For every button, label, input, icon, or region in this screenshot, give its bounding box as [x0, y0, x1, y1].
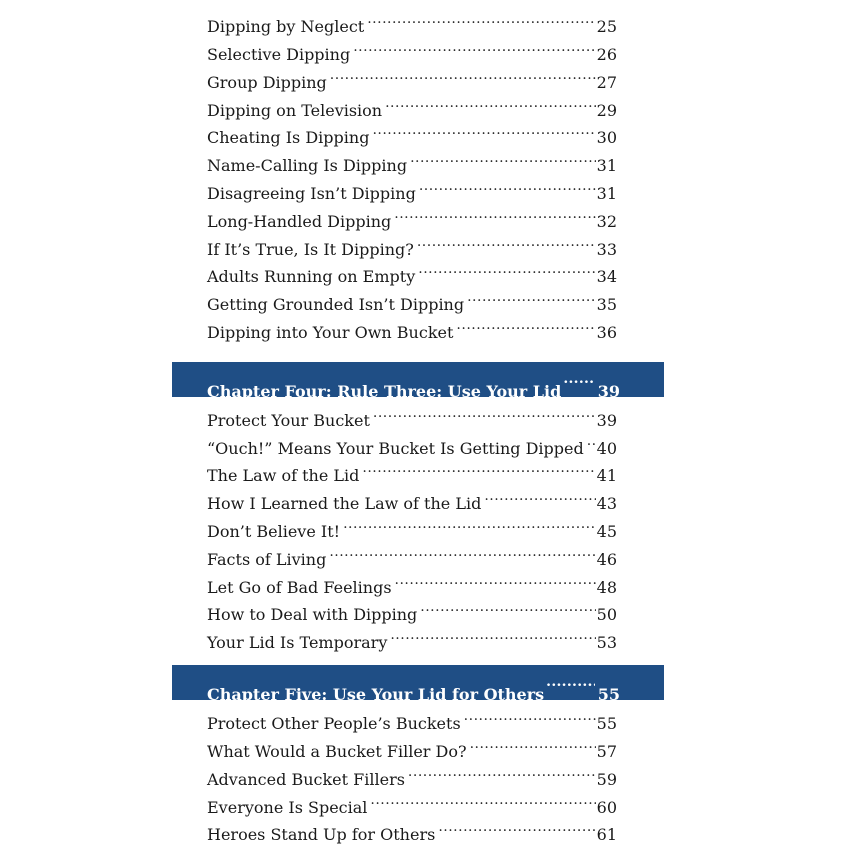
dot-leader [330, 62, 596, 88]
toc-entry[interactable] [207, 703, 617, 733]
chapter-title: Chapter Four: Rule Three: Use Your Lid [207, 382, 562, 401]
dot-leader [343, 511, 596, 537]
toc-entry-page: 50 [596, 605, 617, 624]
toc-entry-title: Adults Running on Empty [207, 267, 416, 286]
dot-leader [546, 665, 595, 700]
dot-leader [373, 400, 596, 426]
toc-entry-title: Protect Your Bucket [207, 411, 370, 430]
toc-entry-page: 35 [596, 295, 617, 314]
toc-entry[interactable] [207, 312, 617, 342]
toc-entry-title: Name-Calling Is Dipping [207, 156, 408, 175]
toc-entry-title: Selective Dipping [207, 45, 351, 64]
toc-entry-page: 33 [596, 240, 617, 259]
toc-entry[interactable] [207, 34, 617, 64]
toc-entry[interactable] [207, 90, 617, 120]
toc-entry[interactable] [207, 455, 617, 485]
toc-entry-title: Advanced Bucket Fillers [207, 770, 405, 789]
dot-leader [417, 229, 596, 255]
dot-leader [484, 483, 595, 509]
toc-entry-title: The Law of the Lid [207, 466, 360, 485]
toc-entry-page: 53 [596, 633, 617, 652]
dot-leader [456, 312, 595, 338]
toc-entry[interactable] [207, 145, 617, 175]
dot-leader [329, 539, 595, 565]
dot-leader [563, 362, 594, 397]
toc-entry[interactable] [207, 814, 617, 844]
dot-leader [390, 622, 595, 648]
toc-entry-title: Group Dipping [207, 73, 327, 92]
toc-entry-title: “Ouch!” Means Your Bucket Is Getting Dipped [207, 439, 584, 458]
toc-entry-page: 39 [596, 411, 617, 430]
dot-leader [372, 117, 595, 143]
toc-entry[interactable] [207, 284, 617, 314]
toc-entry-title: Heroes Stand Up for Others [207, 825, 436, 844]
toc-entry-page: 55 [596, 714, 617, 733]
chapter-four-banner[interactable] [172, 362, 664, 401]
toc-entry-page: 57 [596, 742, 617, 761]
toc-entry[interactable] [207, 173, 617, 203]
toc-entry-page: 61 [596, 825, 617, 844]
toc-entry-page: 27 [596, 73, 617, 92]
toc-entry-page: 32 [596, 212, 617, 231]
chapter-five-banner[interactable] [172, 665, 664, 704]
dot-leader [420, 594, 595, 620]
dot-leader [419, 173, 596, 199]
dot-leader [362, 455, 595, 481]
toc-entry[interactable] [207, 201, 617, 231]
toc-entry[interactable] [207, 787, 617, 817]
toc-entry-title: What Would a Bucket Filler Do? [207, 742, 467, 761]
toc-entry-page: 60 [596, 798, 617, 817]
toc-entry[interactable] [207, 428, 617, 458]
dot-leader [385, 90, 596, 116]
toc-entry[interactable] [207, 622, 617, 652]
toc-entry-page: 34 [596, 267, 617, 286]
toc-entry-title: Don’t Believe It! [207, 522, 341, 541]
toc-entry-title: Protect Other People’s Buckets [207, 714, 461, 733]
toc-entry-page: 40 [596, 439, 617, 458]
toc-entry-page: 59 [596, 770, 617, 789]
chapter-page: 39 [597, 382, 620, 401]
toc-entry-title: Facts of Living [207, 550, 327, 569]
toc-entry-title: Dipping into Your Own Bucket [207, 323, 454, 342]
dot-leader [587, 428, 596, 454]
toc-entry[interactable] [207, 6, 617, 36]
toc-entry-title: How to Deal with Dipping [207, 605, 418, 624]
toc-entry[interactable] [207, 511, 617, 541]
dot-leader [394, 201, 595, 227]
toc-entry-title: How I Learned the Law of the Lid [207, 494, 482, 513]
toc-entry[interactable] [207, 117, 617, 147]
dot-leader [438, 814, 595, 840]
toc-entry-page: 29 [596, 101, 617, 120]
dot-leader [470, 731, 596, 757]
toc-entry-title: Everyone Is Special [207, 798, 368, 817]
toc-entry-title: Cheating Is Dipping [207, 128, 370, 147]
toc-entry-page: 36 [596, 323, 617, 342]
toc-entry-title: Disagreeing Isn’t Dipping [207, 184, 416, 203]
toc-entry-title: If It’s True, Is It Dipping? [207, 240, 414, 259]
toc-entry-title: Long-Handled Dipping [207, 212, 392, 231]
toc-entry-title: Your Lid Is Temporary [207, 633, 388, 652]
toc-entry-page: 48 [596, 578, 617, 597]
toc-entry-page: 30 [596, 128, 617, 147]
dot-leader [410, 145, 596, 171]
toc-entry[interactable] [207, 539, 617, 569]
dot-leader [395, 567, 596, 593]
dot-leader [353, 34, 595, 60]
toc-entry-title: Let Go of Bad Feelings [207, 578, 392, 597]
toc-entry[interactable] [207, 731, 617, 761]
dot-leader [370, 787, 595, 813]
toc-entry-page: 31 [596, 156, 617, 175]
toc-entry[interactable] [207, 759, 617, 789]
chapter-page: 55 [597, 685, 620, 704]
toc-entry-page: 41 [596, 466, 617, 485]
toc-entry[interactable] [207, 594, 617, 624]
toc-entry-page: 25 [596, 17, 617, 36]
toc-entry-title: Dipping on Television [207, 101, 383, 120]
chapter-title: Chapter Five: Use Your Lid for Others [207, 685, 545, 704]
toc-entry[interactable] [207, 229, 617, 259]
toc-entry-page: 45 [596, 522, 617, 541]
dot-leader [464, 703, 596, 729]
dot-leader [467, 284, 596, 310]
toc-entry[interactable] [207, 567, 617, 597]
toc-entry-page: 43 [596, 494, 617, 513]
toc-entry[interactable] [207, 62, 617, 92]
toc-entry-page: 46 [596, 550, 617, 569]
toc-entry-title: Getting Grounded Isn’t Dipping [207, 295, 465, 314]
toc-entry[interactable] [207, 256, 617, 286]
toc-entry[interactable] [207, 483, 617, 513]
dot-leader [408, 759, 596, 785]
toc-entry-page: 31 [596, 184, 617, 203]
toc-entry-title: Dipping by Neglect [207, 17, 365, 36]
dot-leader [418, 256, 595, 282]
toc-entry[interactable] [207, 400, 617, 430]
toc-entry-page: 26 [596, 45, 617, 64]
dot-leader [367, 6, 595, 32]
